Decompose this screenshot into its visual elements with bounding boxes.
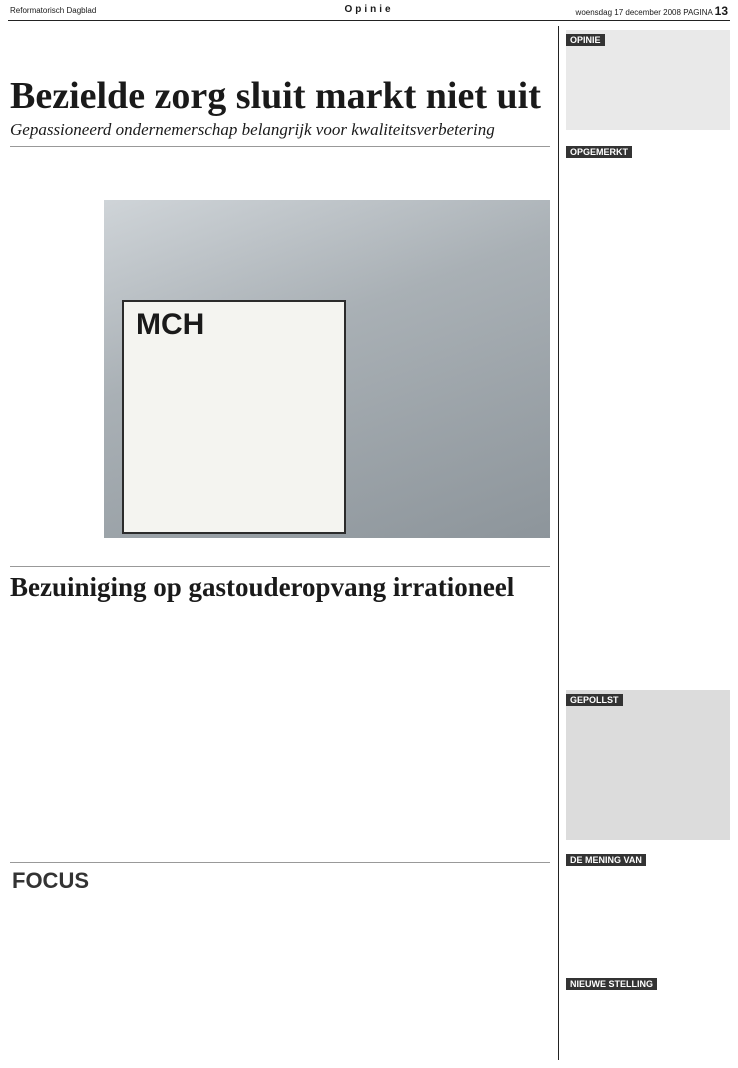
focus-column-4 bbox=[416, 868, 550, 1060]
second-headline: Bezuiniging op gastouderopvang irrationeel bbox=[10, 572, 515, 602]
hospital-logo: MCH bbox=[136, 308, 205, 341]
stelling-tag: NIEUWE STELLING bbox=[566, 978, 657, 990]
second-column-6 bbox=[470, 608, 550, 858]
sidebar-rule bbox=[558, 26, 559, 1060]
lead-subheadline: Gepassioneerd ondernemerschap belangrijk voor kwaliteitsverbetering bbox=[10, 120, 495, 139]
focus-column-2 bbox=[136, 868, 270, 1060]
opinie-panel bbox=[566, 30, 730, 130]
masthead-section: Opinie bbox=[344, 4, 394, 15]
second-rule bbox=[10, 566, 550, 567]
second-column-2 bbox=[104, 608, 192, 858]
poll-tag: GEPOLLST bbox=[566, 694, 623, 706]
second-column-1 bbox=[10, 608, 98, 858]
poll-panel bbox=[566, 690, 730, 840]
second-column-5 bbox=[386, 608, 464, 858]
lead-headline: Bezielde zorg sluit markt niet uit bbox=[10, 75, 541, 117]
opgemerkt-header bbox=[566, 142, 730, 156]
mening-header bbox=[566, 850, 730, 864]
focus-logo: FOCUS bbox=[12, 868, 89, 893]
opgemerkt-tag: OPGEMERKT bbox=[566, 146, 632, 158]
opinie-tag: OPINIE bbox=[566, 34, 605, 46]
lead-column-1 bbox=[10, 152, 98, 562]
masthead-page-label: PAGINA bbox=[683, 8, 713, 17]
masthead-date: woensdag 17 december 2008 bbox=[575, 8, 681, 17]
hospital-sign-board bbox=[122, 300, 346, 534]
lead-rule bbox=[10, 146, 550, 147]
mening-tag: DE MENING VAN bbox=[566, 854, 646, 866]
stelling-column bbox=[566, 992, 730, 1060]
masthead-rule bbox=[8, 20, 730, 21]
stelling-header bbox=[566, 974, 730, 988]
hospital-sign-photo bbox=[104, 200, 550, 538]
masthead-date-page bbox=[576, 4, 728, 18]
sidebar-column-1 bbox=[566, 160, 644, 680]
photo-caption bbox=[104, 540, 550, 562]
focus-column-3 bbox=[276, 868, 410, 1060]
sidebar-column-2 bbox=[650, 160, 730, 680]
masthead-page-number: 13 bbox=[714, 4, 728, 18]
second-column-3 bbox=[198, 608, 286, 858]
focus-column-1 bbox=[10, 900, 130, 1060]
second-column-4 bbox=[292, 608, 380, 858]
masthead-publication: Reformatorisch Dagblad bbox=[10, 6, 97, 15]
mening-column bbox=[566, 868, 730, 968]
focus-rule bbox=[10, 862, 550, 863]
